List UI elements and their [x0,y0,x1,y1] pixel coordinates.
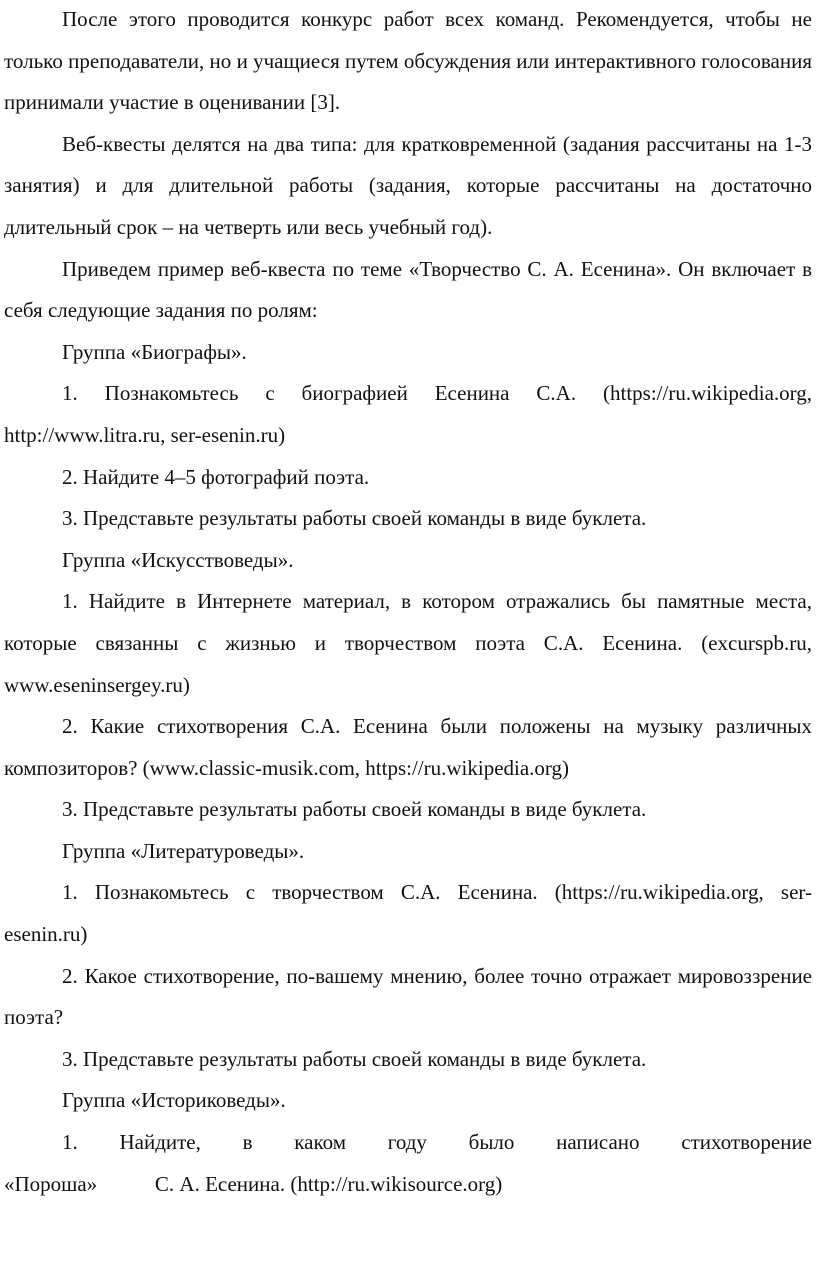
document-page [4,0,812,1205]
group-heading-art-historians: Группа «Искусствоведы». [62,547,294,572]
paragraph-contest: После этого проводится конкурс работ всех команд. Рекомендуется, чтобы не только преподаватели, но и учащиеся путем обсуждения или интерактивного голосования принимали участие в оценивании [3]. [4,7,812,115]
task-literary-scholars-1: 1. Познакомьтесь с творчеством С.А. Есенина. (https://ru.wikipedia.org, ser-esenin.ru) [4,880,812,947]
task-art-historians-2: 2. Какие стихотворения С.А. Есенина были положены на музыку различных композиторов? (www.classic-musik.com, https://ru.wikipedia.org) [4,714,812,780]
group-heading-historians: Группа «Историковеды». [62,1088,286,1113]
task-literary-scholars-3: 3. Представьте результаты работы своей команды в виде буклета. [62,1046,647,1071]
paragraph-quest-types: Веб-квесты делятся на два типа: для кратковременной (задания рассчитаны на 1-3 занятия) и для длительной работы (задания, которые рассчитаны на достаточно длительный срок – на четверть или весь учебный год). [4,131,812,239]
task-art-historians-1: 1. Найдите в Интернете материал, в котором отражались бы памятные места, которые связанны с жизнью и творчеством поэта С.А. Есенина. (excurspb.ru, www.eseninsergey.ru) [4,589,812,697]
task-biographers-2: 2. Найдите 4–5 фотографий поэта. [62,464,370,489]
paragraph-example-intro: Приведем пример веб-квеста по теме «Творчество С. А. Есенина». Он включает в себя следующие задания по ролям: [4,256,812,323]
task-historians-1-continuation: «Пороша» С. А. Есенина. (http://ru.wikisource.org) [4,1171,503,1196]
task-biographers-3: 3. Представьте результаты работы своей команды в виде буклета. [62,506,647,531]
task-art-historians-3: 3. Представьте результаты работы своей команды в виде буклета. [62,797,647,822]
task-historians-1: 1. Найдите, в каком году было написано стихотворение [62,1130,812,1155]
group-heading-biographers: Группа «Биографы». [62,339,247,364]
group-heading-literary-scholars: Группа «Литературоведы». [62,838,305,863]
task-literary-scholars-2: 2. Какое стихотворение, по-вашему мнению, более точно отражает мировоззрение поэта? [4,963,812,1030]
task-biographers-1: 1. Познакомьтесь с биографией Есенина С.А. (https://ru.wikipedia.org, http://www.litra.ru, ser-esenin.ru) [4,381,812,447]
